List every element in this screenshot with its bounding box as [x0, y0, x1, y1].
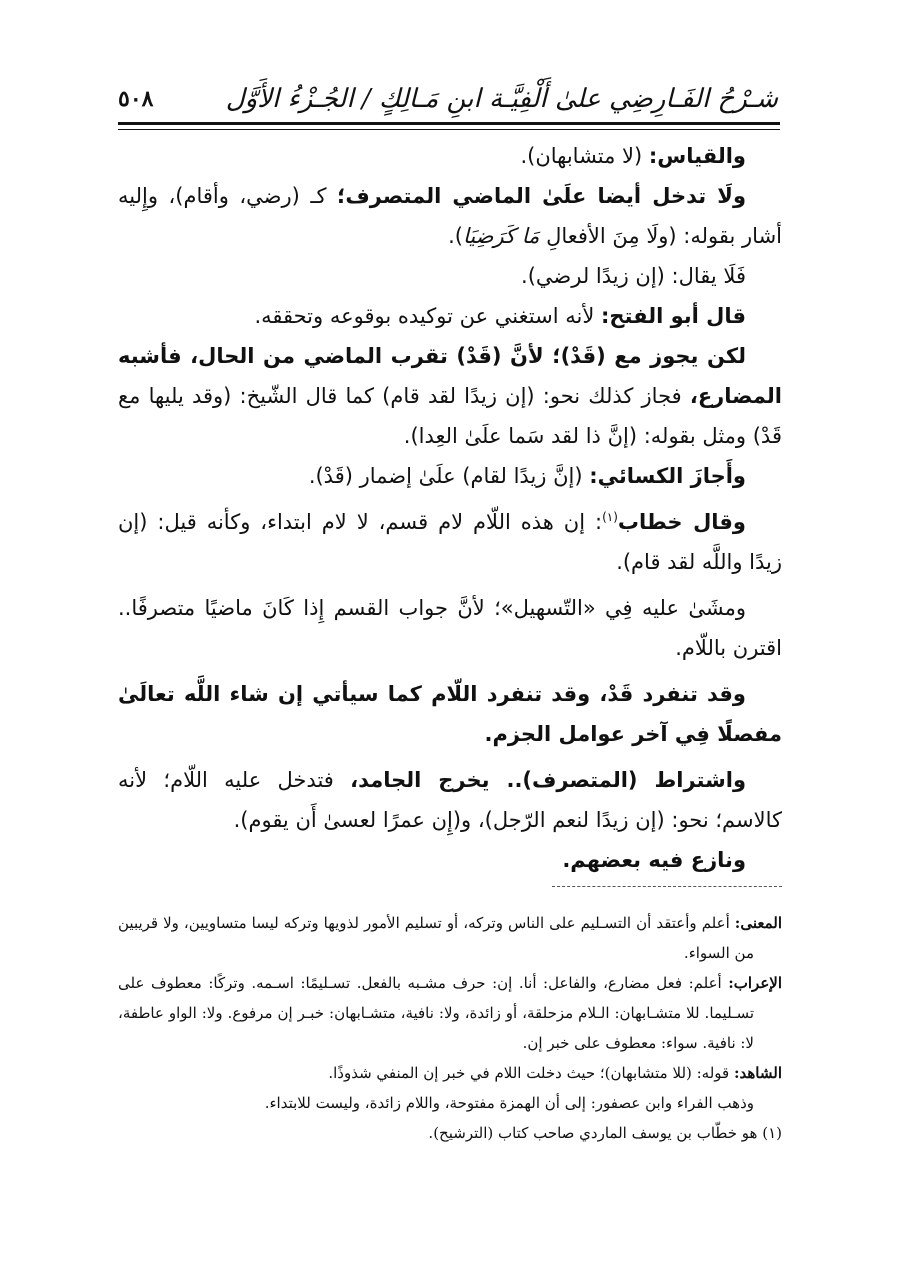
- footnote-text: أعلم: فعل مضارع، والفاعل: أنا. إن: حرف مشـبه بالفعل. تسـليمًا: اسـمه. وتركًا: معطوف على تسـليما. للا متشـابهان: الـلام مزحلقة، أو زائدة، ولا: نافية، متشـابهان: خبـر إن مرفوع. ولا: الواو عاطفة، لا: نافية. سواء: معطوف على خبر إن.: [118, 974, 754, 1052]
- footnote-label: الإعراب:: [728, 974, 782, 992]
- paragraph: [118, 176, 782, 256]
- paragraph: [118, 674, 782, 754]
- footnote-parsing: [118, 968, 782, 1058]
- paragraph-text: ومشَىٰ عليه فِي «التّسهيل»؛ لأنَّ جواب القسم إِذا كَانَ ماضيًا متصرفًا.. اقترن باللّام.: [118, 596, 782, 660]
- bold-lead: قال أبو الفتح:: [600, 304, 746, 328]
- paragraph-text: ونازع فيه بعضهم.: [562, 848, 746, 872]
- header-rule-thick: [118, 122, 780, 125]
- footnote-number: (١): [762, 1124, 782, 1142]
- footnote-marker: (١): [602, 510, 618, 524]
- bold-lead: والقياس:: [648, 144, 746, 168]
- paragraph: [118, 296, 782, 336]
- paragraph: [118, 840, 782, 880]
- footnote-text: هو خطّاب بن يوسف الماردي صاحب كتاب (الترشيح).: [428, 1124, 763, 1142]
- bold-lead: ولَا تدخل أيضا علَىٰ الماضي المتصرف؛: [337, 184, 746, 208]
- footnote-note: [118, 1088, 782, 1118]
- paragraph: [118, 760, 782, 840]
- paragraph-text: لأنه استغني عن توكيده بوقوعه وتحققه.: [254, 304, 601, 328]
- paragraph-text: (لا متشابهان).: [520, 144, 649, 168]
- footnote-label: الشاهد:: [733, 1064, 782, 1082]
- paragraph: [118, 256, 782, 296]
- bold-lead: وأَجازَ الكسائي:: [589, 464, 746, 488]
- footnote-separator: [552, 886, 782, 887]
- footnote-text: قوله: (للا متشابهان)؛ حيث دخلت اللام في خبر إن المنفي شذوذًا.: [328, 1064, 734, 1082]
- header-title: شـرْحُ الفَـارِضِي علىٰ أَلْفِيَّـة ابنِ مَـالِكٍ / الجُـزْءُ الأَوَّل: [225, 84, 778, 114]
- paragraph-text: فَلَا يقال: (إن زيدًا لرضي).: [521, 264, 746, 288]
- page-number: ٥٠٨: [118, 86, 154, 112]
- footnote-text: وذهب الفراء وابن عصفور: إلى أن الهمزة مفتوحة، واللام زائدة، وليست للابتداء.: [264, 1094, 754, 1112]
- header-rule-thin: [118, 129, 780, 130]
- main-text: [118, 136, 782, 880]
- paragraph: [118, 588, 782, 668]
- running-header: [118, 78, 778, 118]
- paragraph: [118, 136, 782, 176]
- bold-lead: وقال خطاب: [617, 510, 746, 534]
- footnote-1: [118, 1118, 782, 1148]
- bold-lead: واشتراط (المتصرف).. يخرج الجامد،: [350, 768, 746, 792]
- paragraph-text: كـ (رضي، وأقام)، وإِليه أشار بقوله: (ولَا مِنَ الأفعالِ: [118, 184, 782, 248]
- paragraph-text: فتدخل عليه اللّام؛ لأنه كالاسم؛ نحو: (إن زيدًا لنعم الرّجل)، و(إِن عمرًا لعسىٰ أَن يقوم).: [118, 768, 782, 832]
- paragraph-text: (إنَّ زيدًا لقام) علَىٰ إضمار (قَدْ).: [308, 464, 590, 488]
- footnote-evidence: [118, 1058, 782, 1088]
- paragraph-text: ).: [448, 224, 463, 248]
- paragraph-text: فجاز كذلك نحو: (إن زيدًا لقد قام) كما قال الشّيخ: (وقد يليها مع قَدْ) ومثل بقوله: (إنَّ ذا لقد سَما علَىٰ العِدا).: [118, 384, 782, 448]
- quoted-verse: مَا كَرَضِيَا: [462, 224, 540, 248]
- footnotes: [118, 908, 782, 1148]
- bold-lead: لكن يجوز مع (قَدْ)؛ لأنَّ (قَدْ) تقرب الماضي من الحال، فأشبه المضارع،: [118, 344, 782, 408]
- paragraph-text: : إن هذه اللّام لام قسم، لا لام ابتداء، وكأنه قيل: (إن زيدًا واللَّه لقد قام).: [118, 510, 782, 574]
- paragraph: [118, 336, 782, 456]
- paragraph-text: وقد تنفرد قَدْ، وقد تنفرد اللّام كما سيأتي إن شاء اللَّه تعالَىٰ مفصلًا فِي آخر عوامل الجزم.: [118, 682, 782, 746]
- footnote-meaning: [118, 908, 782, 968]
- paragraph: [118, 502, 782, 582]
- footnote-text: أعلم وأعتقد أن التسـليم على الناس وتركه، أو تسليم الأمور لذويها وتركه ليسا متساويين، ولا قريبين من السواء.: [118, 914, 754, 962]
- footnote-label: المعنى:: [734, 914, 782, 932]
- paragraph: [118, 456, 782, 496]
